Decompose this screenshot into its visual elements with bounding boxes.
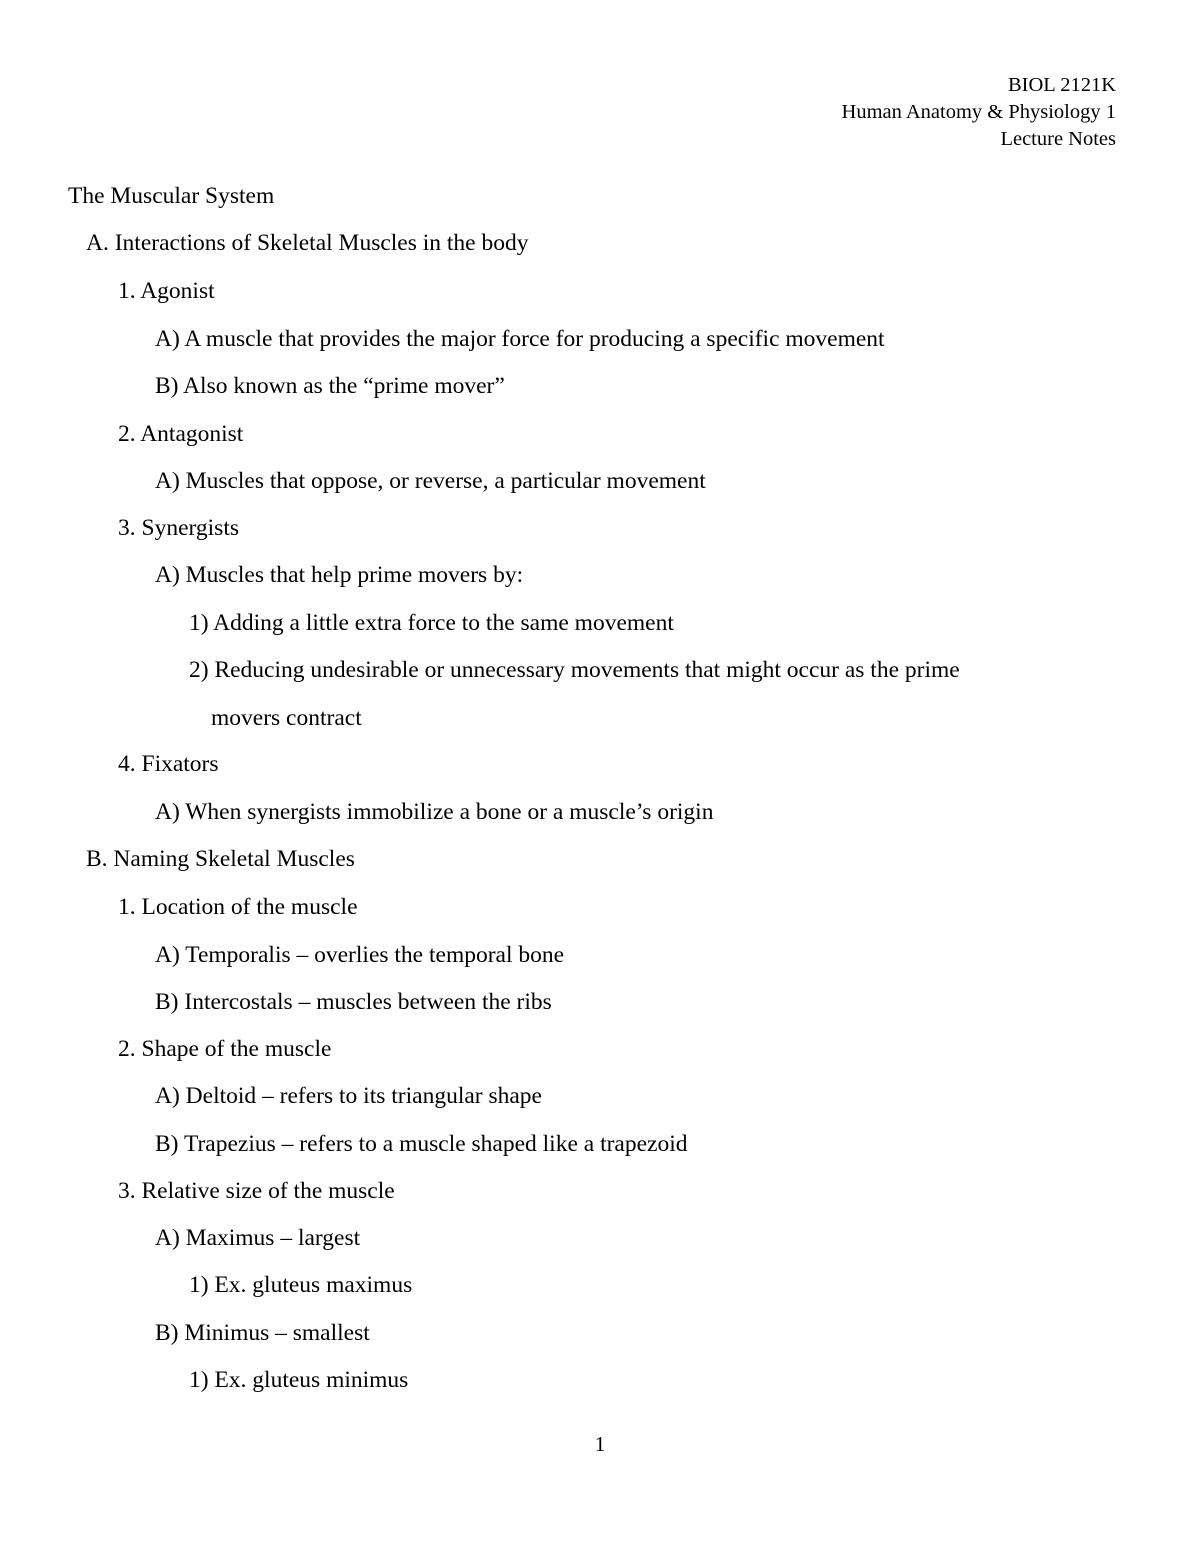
outline-item: 4. Fixators: [118, 751, 219, 777]
document-type: Lecture Notes: [1000, 128, 1116, 150]
page-number: 1: [594, 1432, 606, 1456]
outline-item: 2. Shape of the muscle: [118, 1036, 332, 1062]
outline-subitem: A) Muscles that oppose, or reverse, a particular movement: [155, 468, 706, 494]
outline-item: 1. Location of the muscle: [118, 894, 358, 920]
outline-item: 2. Antagonist: [118, 421, 244, 447]
outline-subitem: A) A muscle that provides the major force for producing a specific movement: [155, 326, 885, 352]
document-title: The Muscular System: [68, 183, 275, 209]
outline-subsubitem: 1) Ex. gluteus maximus: [189, 1272, 413, 1298]
outline-item: 3. Synergists: [118, 515, 239, 541]
section-heading: B. Naming Skeletal Muscles: [86, 846, 355, 872]
outline-subitem: B) Also known as the “prime mover”: [155, 373, 505, 399]
outline-subitem: A) When synergists immobilize a bone or a muscle’s origin: [155, 799, 714, 825]
outline-subitem: B) Intercostals – muscles between the ribs: [155, 989, 552, 1015]
section-heading: A. Interactions of Skeletal Muscles in the body: [86, 230, 529, 256]
outline-subitem: A) Muscles that help prime movers by:: [155, 562, 524, 588]
outline-subitem: B) Trapezius – refers to a muscle shaped like a trapezoid: [155, 1131, 688, 1157]
document-header: [842, 72, 1116, 153]
outline-subsubitem: 2) Reducing undesirable or unnecessary movements that might occur as the prime: [189, 657, 960, 683]
course-code: BIOL 2121K: [1008, 74, 1116, 96]
outline-subitem: B) Minimus – smallest: [155, 1320, 370, 1346]
outline-item: 1. Agonist: [118, 278, 215, 304]
outline-item: 3. Relative size of the muscle: [118, 1178, 395, 1204]
outline-subitem: A) Temporalis – overlies the temporal bone: [155, 942, 565, 968]
outline-subsubitem: 1) Ex. gluteus minimus: [189, 1367, 409, 1393]
outline-subitem: A) Deltoid – refers to its triangular shape: [155, 1083, 542, 1109]
outline-subitem: A) Maximus – largest: [155, 1225, 361, 1251]
outline-subsubitem: 1) Adding a little extra force to the same movement: [189, 610, 674, 636]
course-subject: Human Anatomy & Physiology 1: [841, 101, 1116, 123]
outline-continuation: movers contract: [211, 705, 362, 731]
